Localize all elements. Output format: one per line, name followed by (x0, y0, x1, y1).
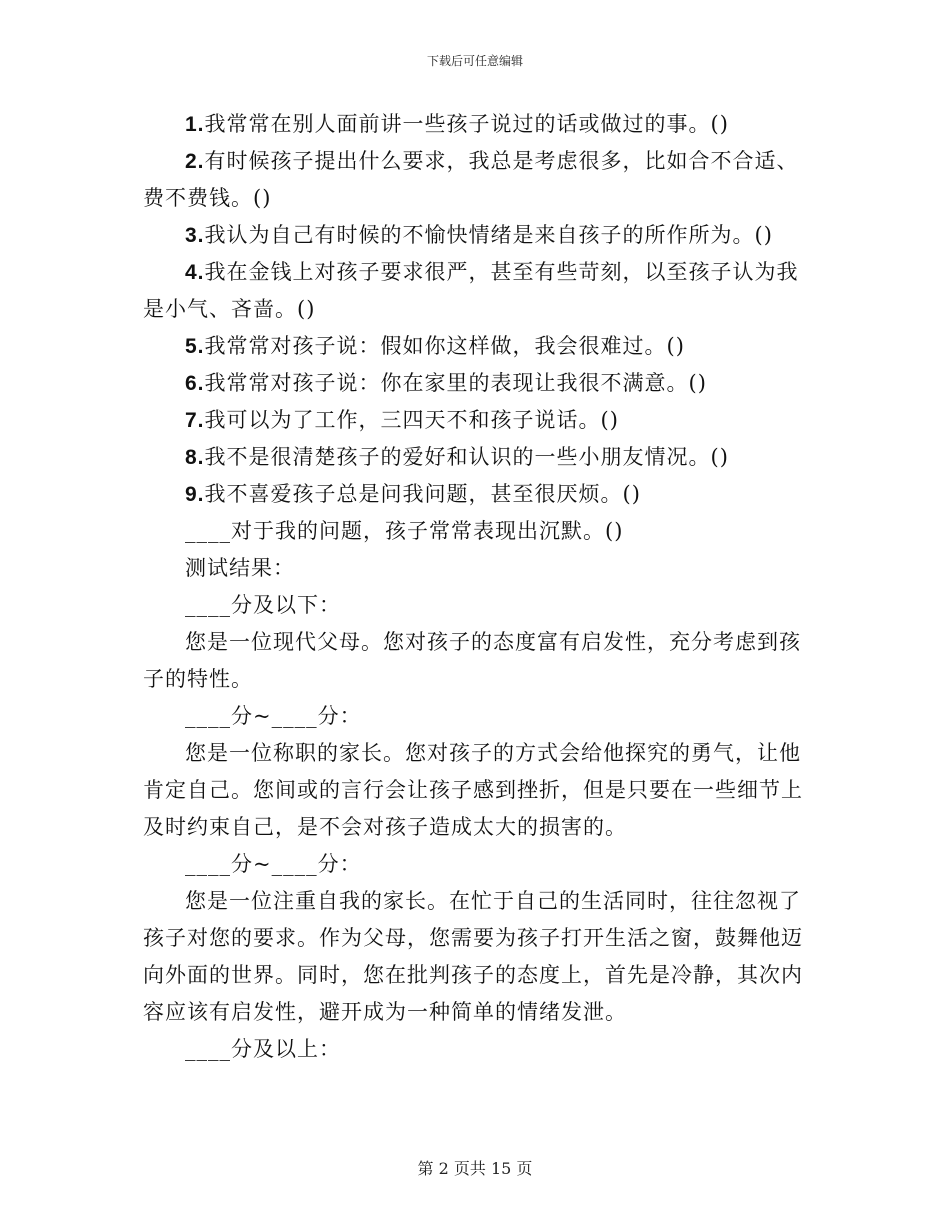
question-number: 2. (185, 150, 205, 173)
question-number: 9. (185, 483, 205, 506)
question-number: 3. (185, 224, 205, 247)
question-10: ____对于我的问题，孩子常常表现出沉默。() (185, 519, 624, 543)
page-header: 下载后可任意编辑 (426, 54, 523, 68)
question-text: 我认为自己有时候的不愉快情绪是来自孩子的所作所为。() (204, 223, 773, 247)
question-2 (143, 143, 808, 217)
question-text: 我不喜爱孩子总是问我问题，甚至很厌烦。() (204, 482, 641, 506)
question-8 (143, 439, 808, 476)
question-text: 我常常对孩子说：假如你这样做，我会很难过。() (204, 334, 685, 358)
question-7 (143, 402, 808, 439)
result-range-4: ____分及以上： (185, 1037, 341, 1061)
question-number: 1. (185, 113, 205, 136)
result-range-1: ____分及以下： (185, 593, 341, 617)
question-text: 我在金钱上对孩子要求很严，甚至有些苛刻，以至孩子认为我是小气、吝啬。() (143, 260, 799, 321)
question-5 (143, 328, 808, 365)
result-range-2: ____分~____分： (185, 704, 362, 728)
question-3 (143, 217, 808, 254)
page-footer: 第 2 页共 15 页 (417, 1159, 533, 1178)
result-desc-2: 您是一位称职的家长。您对孩子的方式会给他探究的勇气，让他肯定自己。您间或的言行会让孩子感到挫折，但是只要在一些细节上及时约束自己，是不会对孩子造成太大的损害的。 (143, 741, 803, 839)
question-number: 4. (185, 261, 205, 284)
question-4 (143, 254, 808, 328)
question-text: 有时候孩子提出什么要求，我总是考虑很多，比如合不合适、费不费钱。() (143, 149, 799, 210)
question-number: 8. (185, 446, 205, 469)
result-range-3: ____分~____分： (185, 852, 362, 876)
question-1 (143, 106, 808, 143)
question-9 (143, 476, 808, 513)
question-number: 7. (185, 409, 205, 432)
question-text: 我不是很清楚孩子的爱好和认识的一些小朋友情况。() (204, 445, 729, 469)
document-body (143, 106, 808, 1068)
question-number: 6. (185, 372, 205, 395)
result-title: 测试结果： (185, 556, 295, 580)
question-text: 我可以为了工作，三四天不和孩子说话。() (204, 408, 619, 432)
question-text: 我常常在别人面前讲一些孩子说过的话或做过的事。() (204, 112, 729, 136)
result-desc-1: 您是一位现代父母。您对孩子的态度富有启发性，充分考虑到孩子的特性。 (143, 630, 801, 691)
question-text: 我常常对孩子说：你在家里的表现让我很不满意。() (204, 371, 707, 395)
question-number: 5. (185, 335, 205, 358)
question-6 (143, 365, 808, 402)
result-desc-3: 您是一位注重自我的家长。在忙于自己的生活同时，往往忽视了孩子对您的要求。作为父母，您需要为孩子打开生活之窗，鼓舞他迈向外面的世界。同时，您在批判孩子的态度上，首先是冷静，其次内容应该有启发性，避开成为一种简单的情绪发泄。 (143, 889, 803, 1024)
